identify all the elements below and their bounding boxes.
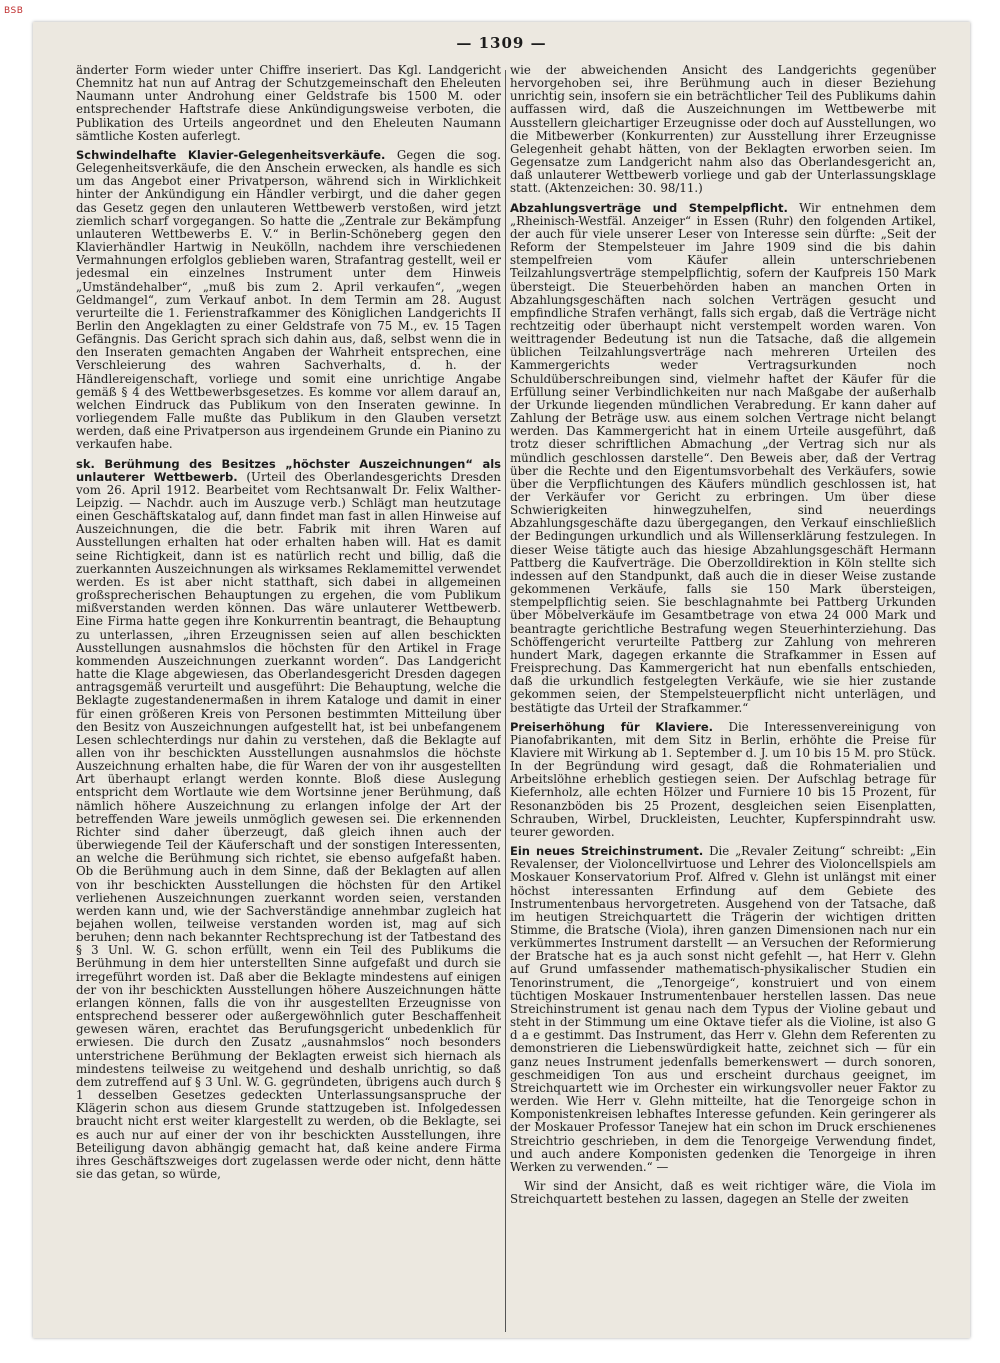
column-divider [505, 70, 506, 1332]
article-text: Gegen die sog. Gelegenheitsverkäufe, die den Anschein erwecken, als handle es sich um das Angebot einer Privatperson, während sich in Wirklichkeit hinter der Ankündigung ein Händler verbirgt, und die daher gegen das Gesetz gegen den unlauteren Wettbewerb verstoßen, wird jetzt ziemlich scharf vorgegangen. So hatte die „Zentrale zur Bekämpfung unlauteren Wettbewerbs E. V.“ in Berlin-Schöneberg gegen den Klavierhändler Hartwig in Neukölln, nachdem ihre verschiedenen Vermahnungen erfolglos geblieben waren, Strafantrag gestellt, weil er jedesmal ein einzelnes Instrument unter dem Hinweis „Umständehalber“, „muß bis zum 2. April verkaufen“, „wegen Geldmangel“, zum Verkauf anbot. In dem Termin am 28. August verurteilte die 1. Ferienstrafkammer des Königlichen Landgerichts II Berlin den Angeklagten zu einer Geldstrafe von 75 M., ev. 15 Tagen Gefängnis. Das Gericht sprach sich dahin aus, daß, selbst wenn die in den Inseraten gemachten Angaben der Wahrheit entsprechen, eine Verschleierung des wahren Sachverhalts, d. h. der Händlereigenschaft, vorliege und somit eine unrichtige Angabe gemäß § 4 des Wettbewerbsgesetzes. Es komme vor allem darauf an, welchen Eindruck das Publikum von den Inseraten gewinne. In vorliegendem Falle mußte das Publikum in den Glauben versetzt werden, daß eine Privatperson aus irgendeinem Grunde ein Pianino zu verkaufen habe. [76, 147, 501, 452]
article-heading: Abzahlungsverträge und Stempelpflicht. [510, 200, 788, 215]
article-text: Wir sind der Ansicht, daß es weit richtiger wäre, die Viola im Streichquartett bestehen zu lassen, dagegen an Stelle der zweiten [510, 1178, 936, 1207]
article-heading: Ein neues Streichinstrument. [510, 844, 704, 859]
article-text: änderter Form wieder unter Chiffre inseriert. Das Kgl. Landgericht Chemnitz hat nun auf Antrag der Schutzgemeinschaft den Eheleuten Naumann unter Androhung einer Geldstrafe bis 1500 M. oder entsprechender Haftstrafe diese Ankündigungsweise verboten, die Publikation des Urteils angeordnet und den Eheleuten Naumann sämtliche Kosten auferlegt. [76, 64, 501, 143]
watermark: BSB [4, 6, 24, 16]
article-text: Die Interessenvereinigung von Pianofabrikanten, mit dem Sitz in Berlin, erhöhte die Preise für Klaviere mit Wirkung ab 1. September d. J. um 10 bis 15 M. pro Stück. In der Begründung wird gesagt, daß die Rohmaterialien und Arbeitslöhne erheblich gestiegen seien. Der Aufschlag betrage für Kiefernholz, alle echten Hölzer und Furniere 10 bis 15 Prozent, für Resonanzböden bis 25 Prozent, desgleichen seien Eisenplatten, Schrauben, Wirbel, Druckleisten, Leuchter, Kupferspinndraht usw. teurer geworden. [510, 719, 936, 839]
article-text: (Urteil des Oberlandesgerichts Dresden vom 26. April 1912. Bearbeitet vom Rechtsanwalt Dr. Felix Walther-Leipzig. — Nachdr. auch im Auszuge verb.) Schlägt man heutzutage einen Geschäftskatalog auf, dann findet man fast in allen Hinweise auf Auszeichnungen, die die betr. Fabrik mit ihren Waren auf Ausstellungen erhalten hat oder erhalten haben will. Hat es damit seine Richtigkeit, dann ist es natürlich recht und billig, daß die zuerkannten Auszeichnungen als wirksames Reklamemittel verwendet werden. Es ist aber nicht statthaft, sich dabei in allgemeinen großsprecherischen Behauptungen zu ergehen, die vom Publikum mißverstanden werden können. Das wäre unlauterer Wettbewerb. Eine Firma hatte gegen ihre Konkurrentin beantragt, die Behauptung zu unterlassen, „ihren Erzeugnissen seien auf allen beschickten Ausstellungen ausnahmslos die höchsten für den Artikel in Frage kommenden Auszeichnungen zuerkannt worden“. Das Landgericht hatte die Klage abgewiesen, das Oberlandesgericht Dresden dagegen antragsgemäß verurteilt und ausgeführt: Die Behauptung, welche die Beklagte zugestandenermaßen in ihrem Kataloge und damit in einer für einen größeren Kreis von Personen bestimmten Mitteilung über den Besitz von Auszeichnungen aufgestellt hat, ist bei unbefangenem Lesen schlechterdings nur dahin zu verstehen, daß die Beklagte auf allen von ihr beschickten Ausstellungen ausnahmslos die höchste Auszeichnung erhalten habe, die für Waren der von ihr ausgestellten Art überhaupt erlangt werden konnte. Bloß diese Auslegung entspricht dem Wortlaute wie dem Wortsinne jener Berühmung, daß nämlich höhere Auszeichnung zu erlangen infolge der Art der betreffenden Ware jeweils unmöglich gewesen sei. Die erkennenden Richter sind daher überzeugt, daß gleich ihnen auch der überwiegende Teil der Käuferschaft und der sonstigen Interessenten, an welche die Berühmung sich richtet, sie ebenso aufgefaßt haben. Ob die Berühmung auch in dem Sinne, daß der Beklagten auf allen von ihr beschickten Ausstellungen die höchsten für den Artikel verliehenen Auszeichnungen zuerkannt worden seien, verstanden werden kann und, wie der Sachverständige annehmbar zugleich hat bejahen wollen, teilweise verstanden worden ist, mag auf sich beruhen; denn nach bekannter Rechtsprechung ist der Tatbestand des § 3 Unl. W. G. schon erfüllt, wenn ein Teil des Publikums die Berühmung in dem hier unterstellten Sinne aufgefaßt und durch sie irregeführt worden ist. Daß aber die Beklagte mindestens auf einigen der von ihr beschickten Ausstellungen höhere Auszeichnungen hätte erlangen können, falls die von ihr ausgestellten Erzeugnisse von entsprechend besserer oder außergewöhnlich guter Beschaffenheit gewesen wären, erachtet das Berufungsgericht unbedenklich für erwiesen. Die durch den Zusatz „ausnahmslos“ noch besonders unterstrichene Berühmung der Beklagten erweist sich hiernach als mindestens teilweise zu weitgehend und deshalb unrichtig, so daß dem zutreffend auf § 3 Unl. W. G. gegründeten, übrigens auch durch § 1 desselben Gesetzes gedeckten Unterlassungsanspruche der Klägerin schon aus diesem Grunde stattzugeben ist. Infolgedessen braucht nicht erst weiter klargestellt zu werden, ob die Beklagte, sei es auch nur auf einer der von ihr beschickten Ausstellungen, ihre Beteiligung davon abhängig gemacht hat, daß keine andere Firma ihres Geschäftszweiges dort zugelassen werde oder nicht, denn hätte sie das getan, so würde, [76, 469, 501, 1181]
article-heading: Preiserhöhung für Klaviere. [510, 719, 714, 734]
article-paragraph [510, 1180, 936, 1206]
article-paragraph [510, 64, 936, 196]
page-number: — 1309 — [456, 34, 547, 52]
article-heading: Schwindelhafte Klavier-Gelegenheitsverkäufe. [76, 147, 386, 162]
article-text: wie der abweichenden Ansicht des Landgerichts gegenüber hervorgehoben sei, ihre Berühmung auch in dieser Beziehung unrichtig sein, insofern sie ein beträchtlicher Teil des Publikums dahin auffassen wird, daß die Auszeichnungen im Wettbewerbe mit Ausstellern gleichartiger Erzeugnisse oder doch auf Ausstellungen, wo die Mitbewerber (Konkurrenten) zur Ausstellung ihrer Erzeugnisse Gelegenheit gehabt hätten, von der Beklagten erworben seien. Im Gegensatze zum Landgericht nahm also das Oberlandesgericht an, daß unlauterer Wettbewerb vorliege und gab der Unterlassungsklage statt. (Aktenzeichen: 30. 98/11.) [510, 64, 936, 196]
left-column [76, 64, 501, 1329]
article-text: Die „Revaler Zeitung“ schreibt: „Ein Revalenser, der Violoncellvirtuose und Lehrer des Violoncellspiels am Moskauer Konservatorium Prof. Alfred v. Glehn ist unlängst mit einer höchst interessanten Erfindung auf dem Gebiete des Instrumentenbaus hervorgetreten. Ausgehend von der Tatsache, daß im heutigen Streichquartett die Trägerin der wichtigen dritten Stimme, die Bratsche (Viola), ihren ganzen Dimensionen nach nur ein verkümmertes Instrument darstellt — an Versuchen der Reformierung der Bratsche hat es ja auch sonst nicht gefehlt —, hat Herr v. Glehn auf Grund umfassender mathematisch-physikalischer Studien ein Tenorinstrument, die „Tenorgeige“, konstruiert und von einem tüchtigen Moskauer Instrumentenbauer herstellen lassen. Das neue Streichinstrument ist genau nach dem Typus der Violine gebaut und steht in der Stimmung um eine Oktave tiefer als die Violine, ist also G d a e gestimmt. Das Instrument, das Herr v. Glehn dem Referenten zu demonstrieren die Liebenswürdigkeit hatte, zeichnet sich — für ein ganz neues Instrument jedenfalls bemerkenswert — durch sonoren, geschmeidigen Ton aus und erscheint durchaus geeignet, im Streichquartett wie im Orchester ein wirkungsvoller neuer Faktor zu werden. Wie Herr v. Glehn mitteilte, hat die Tenorgeige schon in Komponistenkreisen lebhaftes Interesse gefunden. Kein geringerer als der Moskauer Professor Tanejew hat ein schon im Druck erschienenes Streichtrio geschrieben, in dem die Tenorgeige Verwendung findet, und auch andere Komponisten gedenken die Tenorgeige in ihren Werken zu verwenden.“ — [510, 844, 936, 1174]
article-paragraph [76, 64, 501, 143]
newspaper-page [33, 22, 970, 1338]
right-column [510, 64, 936, 1329]
article-heading: sk. Berühmung des Besitzes „höchster Auszeichnungen“ als unlauterer Wettbewerb. [76, 456, 501, 484]
article-text: Wir entnehmen dem „Rheinisch-Westfäl. Anzeiger“ in Essen (Ruhr) den folgenden Artikel, der auch für viele unserer Leser von Interesse sein dürfte: „Seit der Reform der Stempelsteuer im Jahre 1909 sind die bis dahin stempelfreien vom Käufer allein unterschriebenen Teilzahlungsverträge stempelpflichtig, sofern der Kaufpreis 150 Mark übersteigt. Die Steuerbehörden haben an manchen Orten in Abzahlungsgeschäften nach solchen Verträgen gesucht und empfindliche Strafen verhängt, falls sich ergab, daß die Verträge nicht rechtzeitig oder überhaupt nicht verstempelt worden waren. Von weittragender Bedeutung ist nun die Tatsache, daß die allgemein üblichen Teilzahlungsverträge nach mehreren Urteilen des Kammergerichts weder Vertragsurkunden noch Schuldüberschreibungen sind, vielmehr haftet der Käufer für die Erfüllung seiner Verbindlichkeiten nur nach Maßgabe der außerhalb der Urkunde liegenden mündlichen Verabredung. Er kann daher auf Zahlung der Beträge usw. aus einem solchen Vertrage nicht belangt werden. Das Kammergericht hat in einem Urteile ausgeführt, daß trotz dieser schriftlichen Abmachung „der Vertrag sich nur als mündlich geschlossen darstelle“. Den Beweis aber, daß der Vertrag über die Rechte und den Eigentumsvorbehalt des Verkäufers, sowie über die Verpflichtungen des Käufers mündlich geschlossen ist, hat der Verkäufer vor Gericht zu erbringen. Um über diese Schwierigkeiten hinwegzuhelfen, sind neuerdings Abzahlungsgeschäfte dazu übergegangen, den Verkauf einschließlich der Bedingungen urkundlich und als Willenserklärung festzulegen. In dieser Weise tätigte auch das hiesige Abzahlungsgeschäft Hermann Pattberg die Kaufverträge. Die Oberzolldirektion in Köln stellte sich indessen auf den Standpunkt, daß auch die in dieser Weise zustande gekommenen Verkäufe, falls sie 150 Mark übersteigen, stempelpflichtig seien. Sie beschlagnahmte bei Pattberg Urkunden über Möbelverkäufe im Gesamtbetrage von etwa 24 000 Mark und beantragte gerichtliche Bestrafung wegen Steuerhinterziehung. Das Schöffengericht verurteilte Pattberg zur Zahlung von mehreren hundert Mark, dagegen erkannte die Strafkammer in Essen auf Freisprechung. Das Kammergericht hat nun ebenfalls entschieden, daß die urkundlich festgelegten Verkäufe, wie sie hier zustande gekommen seien, der Stempelsteuerpflicht nicht unterlägen, und bestätigte das Urteil der Strafkammer.“ [510, 200, 936, 715]
